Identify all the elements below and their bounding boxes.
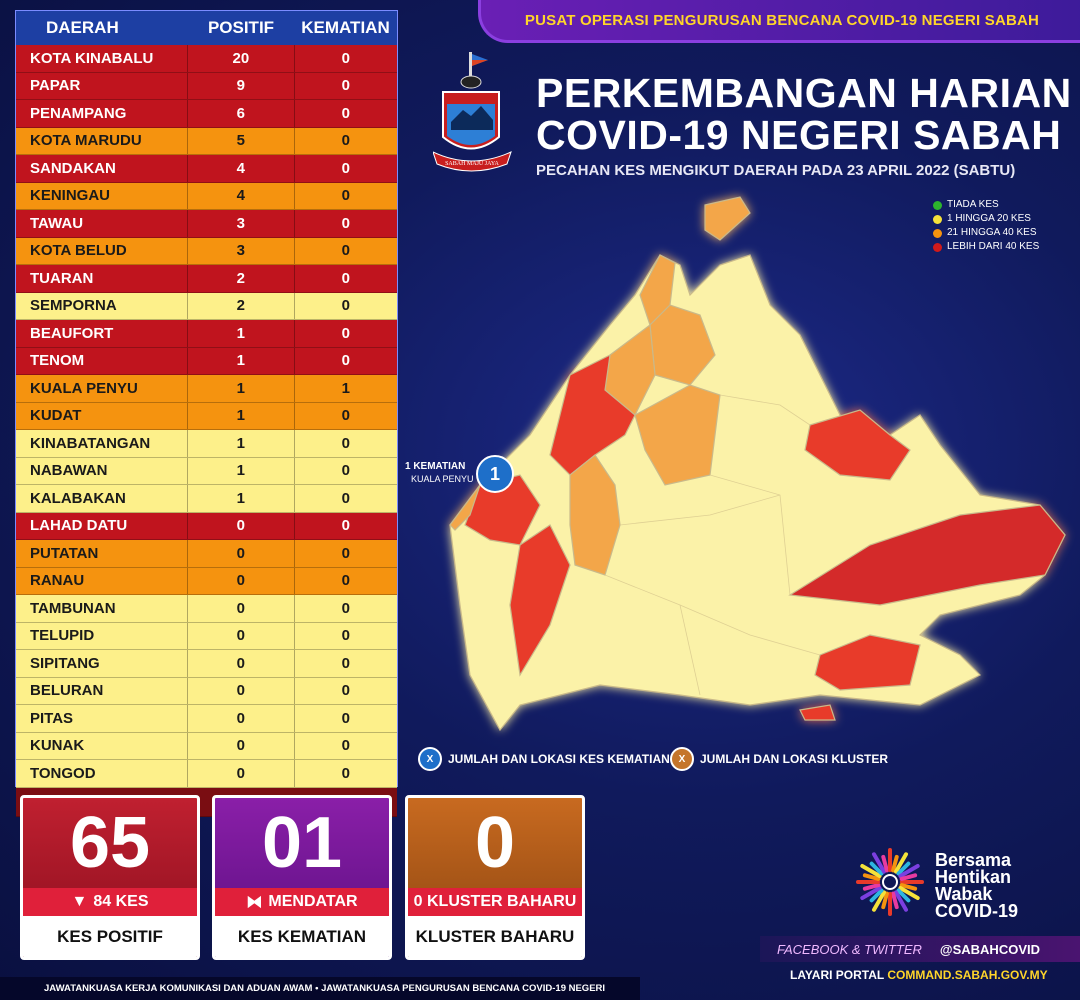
positif-value: 0	[187, 623, 293, 650]
district-name: KOTA KINABALU	[30, 49, 154, 67]
legend-death-location	[418, 747, 670, 771]
table-row	[16, 265, 397, 293]
page-title	[536, 72, 1072, 156]
table-row	[16, 650, 397, 678]
kluster-baharu-value: 0	[474, 803, 516, 883]
positif-value: 0	[187, 678, 293, 705]
social-bar	[760, 936, 1080, 962]
footer-text: JAWATANKUASA KERJA KOMUNIKASI DAN ADUAN AWAM • JAWATANKUASA PENGURUSAN BENCANA COVID-19 NEGERI	[0, 977, 640, 1000]
positif-value: 0	[187, 760, 293, 787]
kes-kematian-value: 01	[261, 803, 343, 883]
kluster-baharu-trend	[408, 888, 582, 916]
legend-item: 1 HINGGA 20 KES	[933, 212, 1039, 226]
kematian-value: 0	[294, 430, 397, 457]
district-name: KUDAT	[30, 407, 82, 425]
kematian-value: 0	[294, 568, 397, 595]
district-name: PAPAR	[30, 77, 81, 95]
district-table	[15, 10, 398, 787]
district-banggi	[705, 197, 750, 240]
kematian-value: 0	[294, 760, 397, 787]
positif-value: 3	[187, 210, 293, 237]
kematian-value: 0	[294, 293, 397, 320]
kematian-value: 0	[294, 403, 397, 430]
positif-value: 3	[187, 238, 293, 265]
positif-value: 2	[187, 265, 293, 292]
district-name: LAHAD DATU	[30, 517, 128, 535]
district-name: PUTATAN	[30, 544, 99, 562]
positif-value: 0	[187, 568, 293, 595]
district-name: SEMPORNA	[30, 297, 117, 315]
table-row	[16, 595, 397, 623]
table-row	[16, 210, 397, 238]
district-name: KUNAK	[30, 737, 85, 755]
table-row	[16, 623, 397, 651]
positif-value: 4	[187, 183, 293, 210]
table-row	[16, 568, 397, 596]
district-name: KOTA BELUD	[30, 242, 127, 260]
positif-value: 1	[187, 430, 293, 457]
table-row	[16, 678, 397, 706]
legend-cluster-label: JUMLAH DAN LOKASI KLUSTER	[700, 752, 888, 766]
table-row	[16, 733, 397, 761]
district-name: TAMBUNAN	[30, 599, 116, 617]
positif-value: 0	[187, 705, 293, 732]
sabah-district-map	[420, 185, 1080, 745]
kes-positif-trend-label: 84 KES	[93, 893, 149, 910]
kematian-value: 0	[294, 100, 397, 127]
death-annotation-label: 1 KEMATIAN	[405, 461, 466, 472]
kematian-value: 0	[294, 650, 397, 677]
legend-cluster-location	[670, 747, 888, 771]
table-row	[16, 705, 397, 733]
positif-value: 1	[187, 348, 293, 375]
campaign-line1: Bersama	[935, 850, 1012, 870]
kematian-value: 0	[294, 210, 397, 237]
kes-kematian-label: KES KEMATIAN	[215, 916, 389, 957]
positif-value: 0	[187, 540, 293, 567]
portal-line	[790, 968, 1048, 982]
positif-value: 1	[187, 375, 293, 402]
kematian-value: 0	[294, 348, 397, 375]
kematian-value: 0	[294, 73, 397, 100]
table-row	[16, 128, 397, 156]
positif-value: 2	[187, 293, 293, 320]
district-name: NABAWAN	[30, 462, 108, 480]
table-row	[16, 540, 397, 568]
legend-item: TIADA KES	[933, 198, 1039, 212]
sabah-crest-logo	[433, 52, 513, 177]
kematian-value: 0	[294, 128, 397, 155]
kematian-value: 0	[294, 238, 397, 265]
positif-value: 1	[187, 320, 293, 347]
kematian-value: 1	[294, 375, 397, 402]
table-row	[16, 45, 397, 73]
death-annotation-location: KUALA PENYU	[411, 474, 474, 484]
page-subtitle: PECAHAN KES MENGIKUT DAERAH PADA 23 APRIL 2022 (SABTU)	[536, 162, 1016, 179]
district-name: BELURAN	[30, 682, 104, 700]
district-name: KINABATANGAN	[30, 434, 151, 452]
card-kes-positif	[20, 795, 200, 960]
district-tawau-island	[800, 705, 835, 720]
table-body	[16, 45, 397, 788]
district-name: PENAMPANG	[30, 104, 127, 122]
death-marker-icon: X	[418, 747, 442, 771]
district-name: KENINGAU	[30, 187, 111, 205]
district-name: BEAUFORT	[30, 324, 114, 342]
district-name: TUARAN	[30, 269, 94, 287]
district-name: TENOM	[30, 352, 85, 370]
kematian-value: 0	[294, 155, 397, 182]
social-platforms: FACEBOOK & TWITTER	[776, 941, 922, 957]
kematian-value: 0	[294, 458, 397, 485]
title-line2: COVID-19 NEGERI SABAH	[536, 112, 1062, 158]
positif-value: 0	[187, 595, 293, 622]
table-row	[16, 458, 397, 486]
table-row	[16, 238, 397, 266]
kematian-value: 0	[294, 595, 397, 622]
kematian-value: 0	[294, 45, 397, 72]
kematian-value: 0	[294, 705, 397, 732]
positif-value: 0	[187, 733, 293, 760]
kematian-value: 0	[294, 183, 397, 210]
campaign-slogan	[935, 852, 1018, 920]
card-kes-kematian	[212, 795, 392, 960]
table-row	[16, 513, 397, 541]
positif-value: 5	[187, 128, 293, 155]
death-marker: 1	[476, 455, 514, 493]
kematian-value: 0	[294, 623, 397, 650]
campaign-line3: Wabak	[935, 884, 993, 904]
crest-motto: SABAH MAJU JAYA	[445, 161, 499, 167]
positif-value: 1	[187, 458, 293, 485]
table-row	[16, 485, 397, 513]
cluster-marker-icon: X	[670, 747, 694, 771]
flat-trend-icon: ⧓	[246, 894, 263, 911]
legend-item: 21 HINGGA 40 KES	[933, 226, 1039, 240]
legend-death-label: JUMLAH DAN LOKASI KES KEMATIAN	[448, 752, 670, 766]
table-row	[16, 375, 397, 403]
table-row	[16, 183, 397, 211]
header-positif: POSITIF	[207, 18, 275, 37]
kluster-baharu-trend-label: 0 KLUSTER BAHARU	[413, 893, 577, 910]
kematian-value: 0	[294, 678, 397, 705]
card-kluster-baharu	[405, 795, 585, 960]
kes-kematian-trend	[215, 888, 389, 916]
positif-value: 4	[187, 155, 293, 182]
header-kematian: KEMATIAN	[301, 18, 390, 37]
table-row	[16, 320, 397, 348]
kematian-value: 0	[294, 513, 397, 540]
kematian-value: 0	[294, 320, 397, 347]
table-row	[16, 430, 397, 458]
district-name: PITAS	[30, 709, 74, 727]
kematian-value: 0	[294, 485, 397, 512]
table-row	[16, 155, 397, 183]
campaign-sunburst-icon	[855, 847, 925, 917]
header-daerah: DAERAH	[46, 18, 119, 37]
arrow-down-icon: ▼	[71, 893, 88, 910]
district-name: SANDAKAN	[30, 159, 116, 177]
portal-prefix: LAYARI PORTAL	[790, 968, 885, 982]
kes-positif-label: KES POSITIF	[23, 916, 197, 957]
table-row	[16, 348, 397, 376]
kes-positif-value: 65	[69, 803, 151, 883]
positif-value: 6	[187, 100, 293, 127]
portal-url-link[interactable]: COMMAND.SABAH.GOV.MY	[887, 968, 1048, 982]
kes-positif-trend	[23, 888, 197, 916]
positif-value: 1	[187, 403, 293, 430]
positif-value: 9	[187, 73, 293, 100]
district-name: RANAU	[30, 572, 85, 590]
positif-value: 20	[187, 45, 293, 72]
table-row	[16, 73, 397, 101]
district-name: SIPITANG	[30, 654, 100, 672]
social-handle[interactable]: @SABAHCOVID	[939, 941, 1040, 957]
table-header	[16, 11, 397, 45]
kes-kematian-trend-label: MENDATAR	[268, 893, 358, 910]
table-row	[16, 403, 397, 431]
district-name: TELUPID	[30, 627, 95, 645]
positif-value: 0	[187, 650, 293, 677]
legend-item: LEBIH DARI 40 KES	[933, 240, 1039, 254]
district-name: KUALA PENYU	[30, 379, 138, 397]
campaign-line2: Hentikan	[935, 867, 1012, 887]
table-row	[16, 100, 397, 128]
kluster-baharu-label: KLUSTER BAHARU	[408, 916, 582, 957]
table-row	[16, 293, 397, 321]
district-name: KOTA MARUDU	[30, 132, 142, 150]
district-name: TAWAU	[30, 214, 84, 232]
title-line1: PERKEMBANGAN HARIAN	[536, 70, 1072, 116]
positif-value: 1	[187, 485, 293, 512]
district-name: TONGOD	[30, 764, 96, 782]
positif-value: 0	[187, 513, 293, 540]
top-banner: PUSAT OPERASI PENGURUSAN BENCANA COVID-19 NEGERI SABAH	[478, 0, 1080, 43]
kematian-value: 0	[294, 540, 397, 567]
kematian-value: 0	[294, 733, 397, 760]
campaign-line4: COVID-19	[935, 901, 1019, 921]
table-row	[16, 760, 397, 788]
kematian-value: 0	[294, 265, 397, 292]
district-name: KALABAKAN	[30, 489, 126, 507]
